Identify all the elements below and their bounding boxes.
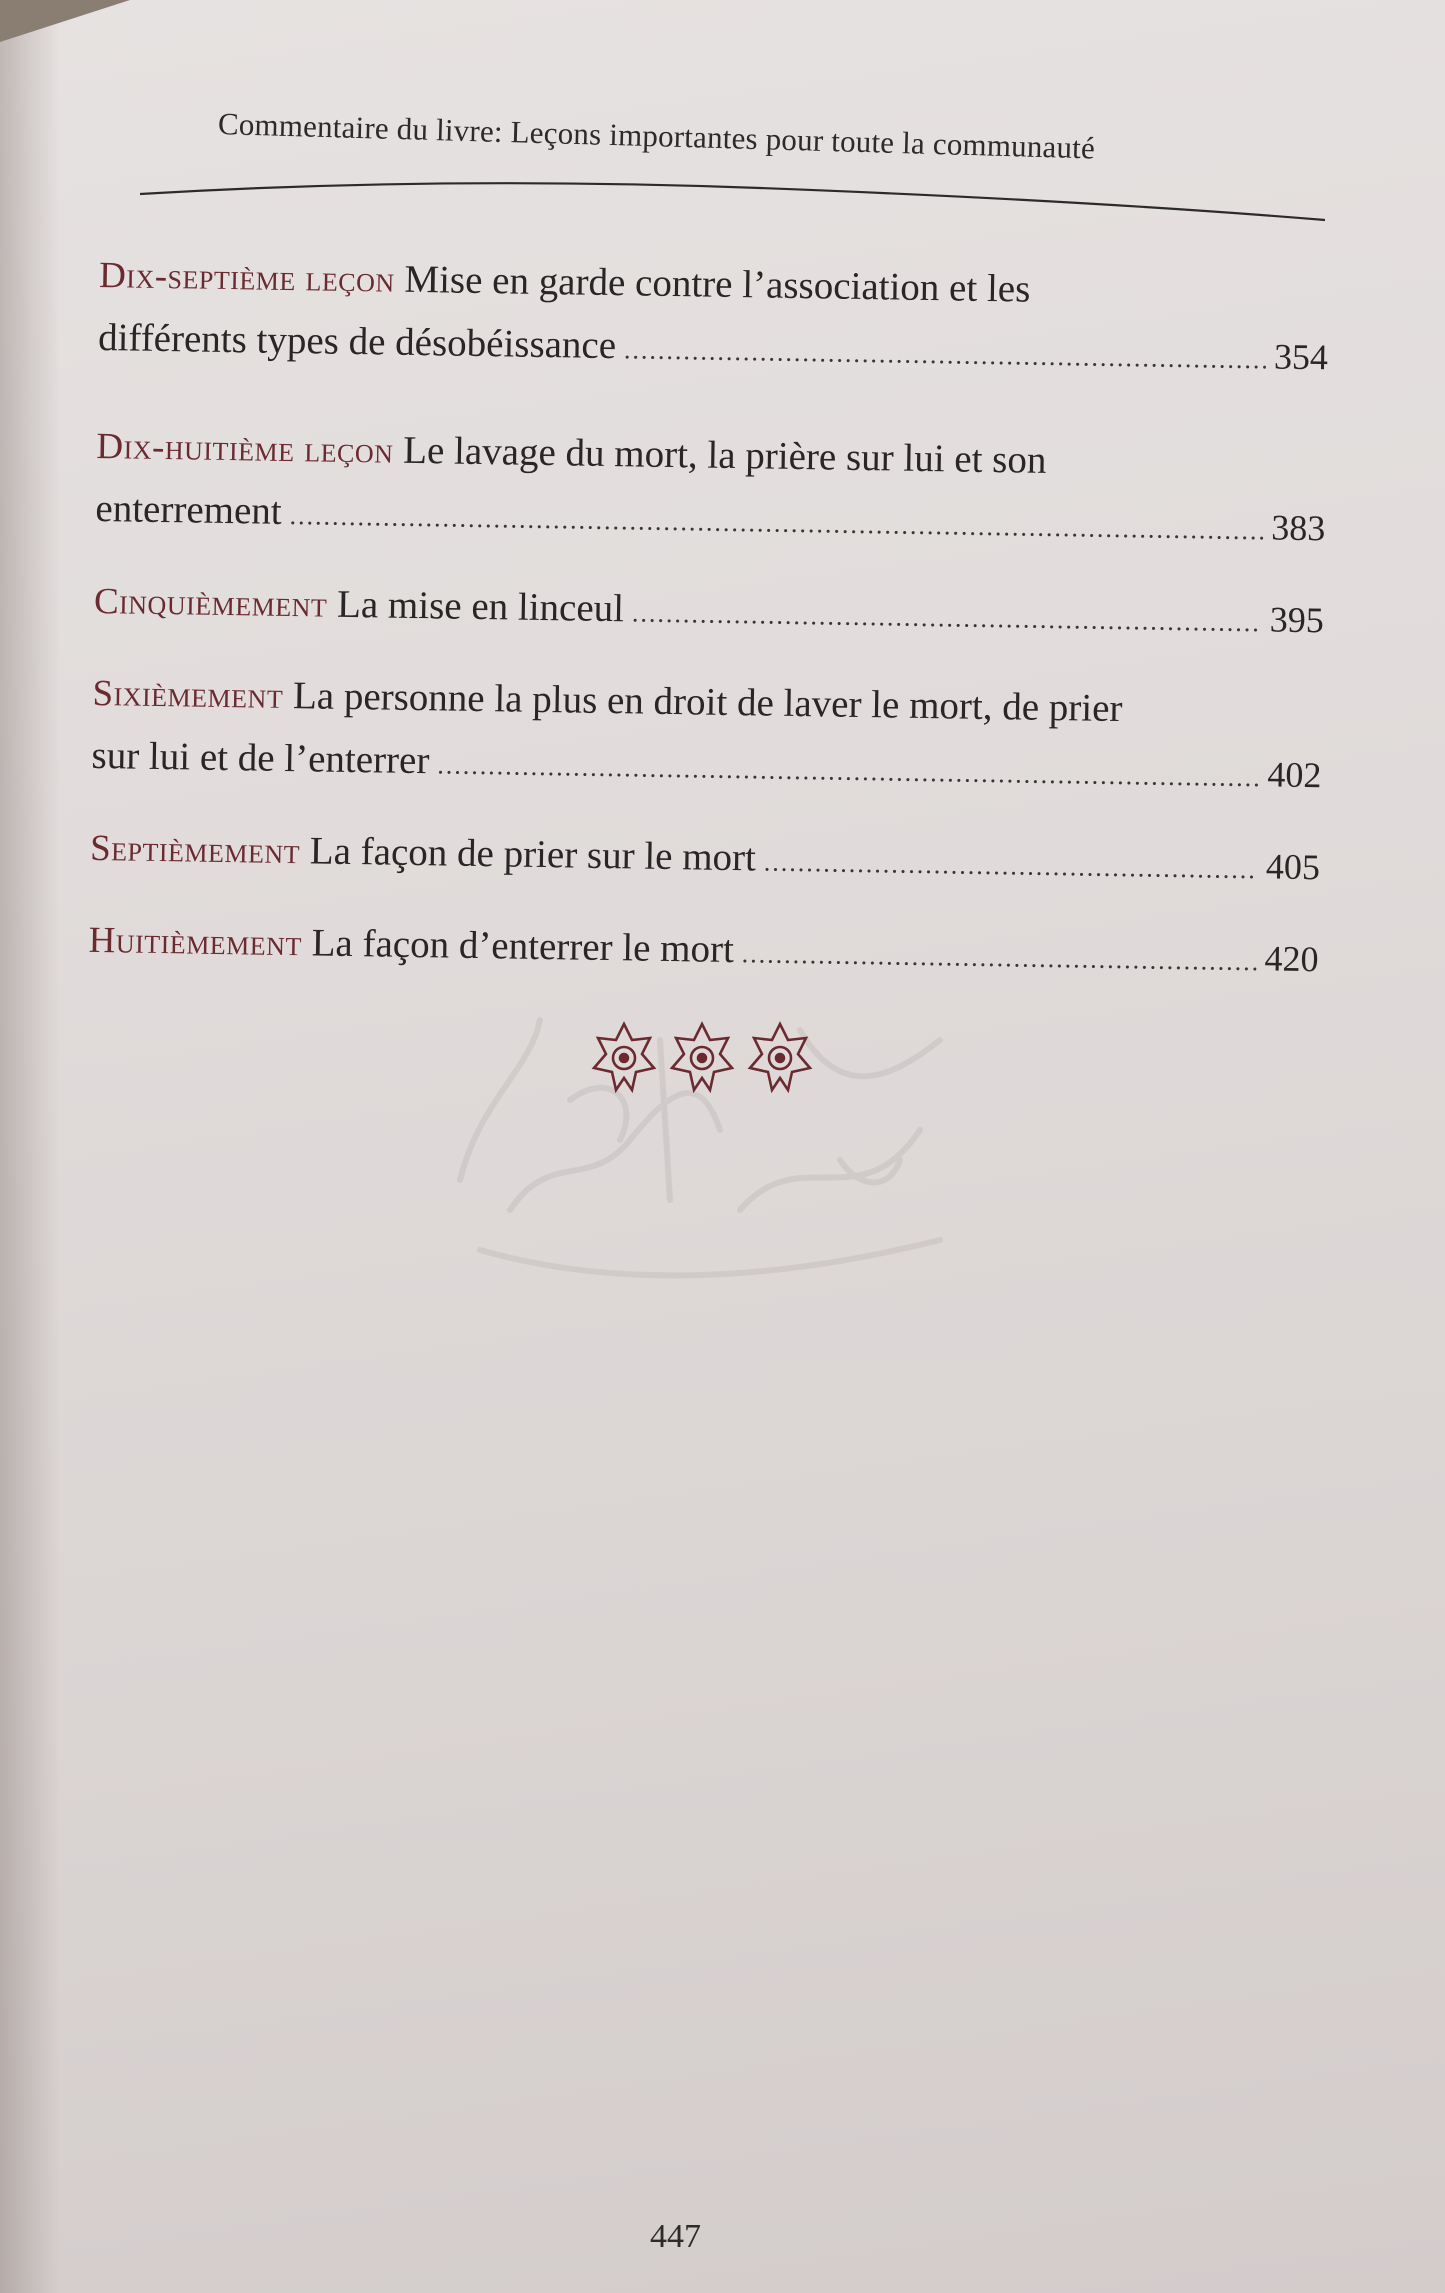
toc-page-number: 383	[1271, 507, 1326, 549]
toc-page-number: 405	[1265, 846, 1321, 888]
ornament-row	[588, 1020, 828, 1100]
dot-leader	[289, 485, 1264, 562]
toc-page-number: 354	[1273, 336, 1329, 378]
toc-page-number: 420	[1264, 938, 1319, 980]
toc-entry	[93, 570, 1324, 655]
toc-entry-text	[94, 570, 625, 641]
dot-leader	[632, 582, 1263, 654]
page-number: 447	[650, 2218, 701, 2255]
running-head: Commentaire du livre: Leçons importantes pour toute la communauté	[217, 106, 1096, 166]
toc-entry-label: Huitièmement	[88, 919, 303, 965]
toc-entry-text	[88, 909, 734, 982]
toc-entry-label: Cinquièmement	[93, 580, 328, 626]
flower-ornament-icon	[588, 1020, 660, 1098]
toc-entry-line	[90, 817, 1321, 902]
toc-entry-title: Mise en garde contre l’association et les	[394, 257, 1031, 311]
toc-entry	[90, 817, 1321, 902]
toc-entry-title-continued: enterrement	[95, 486, 283, 533]
toc-entry-title: Le lavage du mort, la prière sur lui et son	[393, 428, 1047, 482]
toc-entry-line	[93, 570, 1324, 655]
toc-entry-title-continued: sur lui et de l’enterrer	[91, 733, 430, 783]
dot-leader	[763, 832, 1258, 902]
toc-entry-title: La personne la plus en droit de laver le mort, de prier	[282, 673, 1123, 731]
dot-leader	[437, 734, 1260, 809]
toc-page-number: 395	[1269, 599, 1325, 641]
toc-entry-text	[90, 817, 757, 890]
flower-ornament-icon	[744, 1020, 816, 1098]
page-edge-shadow	[0, 0, 60, 2293]
toc-entry-label: Dix-septième leçon	[98, 254, 396, 301]
toc-entry-title: La façon de prier sur le mort	[299, 829, 757, 880]
toc-entry-label: Septièmement	[89, 827, 301, 873]
flower-ornament-icon	[666, 1020, 738, 1098]
toc-page-number: 402	[1267, 754, 1322, 796]
toc-entry	[95, 415, 1327, 563]
toc-entry-title: La mise en linceul	[327, 582, 625, 631]
background-corner	[0, 0, 130, 42]
toc-entry	[98, 244, 1330, 392]
running-head-rule	[140, 182, 1325, 222]
toc-entry-title-continued: différents types de désobéissance	[97, 315, 617, 368]
toc-entry-label: Sixièmement	[92, 672, 284, 717]
toc-entry-title: La façon d’enterrer le mort	[301, 921, 735, 972]
toc-entry-label: Dix-huitième leçon	[96, 425, 394, 472]
toc-entry	[91, 662, 1323, 810]
dot-leader	[624, 319, 1267, 391]
table-of-contents	[88, 220, 1330, 994]
